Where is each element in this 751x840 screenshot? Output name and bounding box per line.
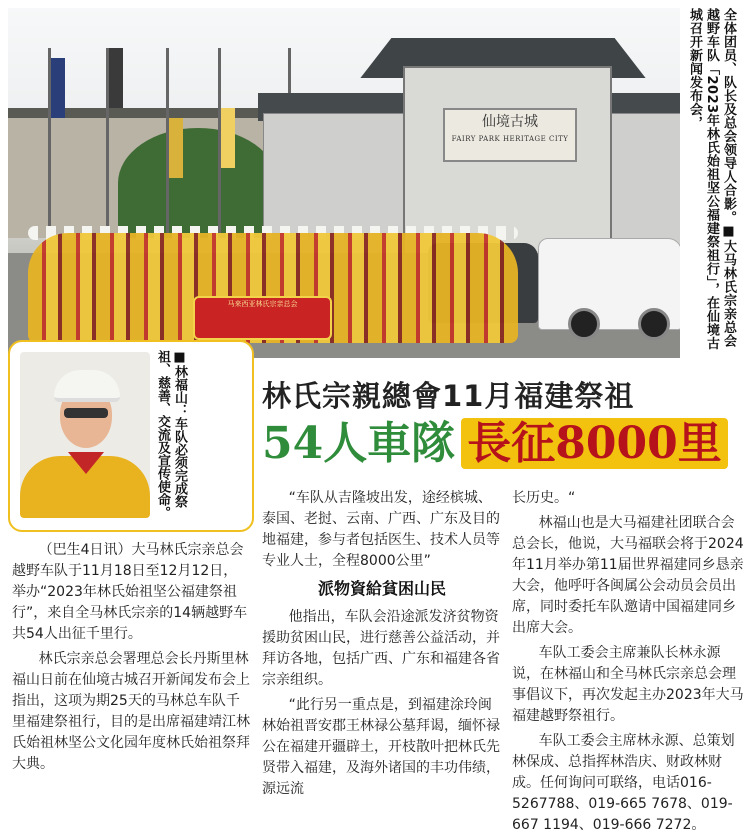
inset-box [8, 340, 254, 532]
article-paragraph: 林氏宗亲总会署理总会长丹斯里林福山日前在仙境古城召开新闻发布会上指出，这项为期25天的马林总车队千里福建祭祖行，目的是出席福建靖江林氏始祖林坚公文化园年度林氏始祖祭拜大典。 [12, 651, 250, 772]
portrait-cap [54, 370, 120, 402]
flag [109, 48, 123, 108]
inset-quote-column [154, 350, 246, 522]
photo-banner-text: 马来西亚林氏宗亲总会 [227, 300, 298, 308]
article-subheading: 派物資給貧困山民 [317, 579, 446, 598]
article-column-3 [512, 488, 744, 840]
headline-main-plain: 54人車隊 [262, 418, 456, 469]
photo-caption: 全体团员、队长及总会领导人合影。■大马林氏宗亲总会越野车队「2023年林氏始祖坚公福建祭祖行」，在仙境古城召开新闻发布会， [687, 8, 736, 351]
article-paragraph: “此行另一重点是，到福建涂玲闽林始祖晋安郡王林禄公墓拜谒，缅怀禄公在福建开疆辟土，开枝散叶把林氏先贤带入福建，及海外诸国的丰功伟绩，源远流 [262, 697, 500, 797]
article-continuation: 长历史。“ [512, 490, 576, 506]
group-photo [8, 8, 680, 358]
photo-trees [118, 128, 278, 238]
inset-quote: ■林福山：车队必须完成祭祖、慈善、交流及宣传使命。 [155, 350, 187, 519]
headline-main [262, 412, 728, 480]
photo-car-wheel [638, 308, 670, 340]
headline-kicker: 林氏宗親總會11月福建祭祖 [262, 379, 635, 413]
article-paragraph: （巴生4日讯）大马林氏宗亲总会越野车队于11月18日至12月12日，举办“2023年林氏始祖坚公福建祭祖行”，来自全马林氏宗亲的14辆越野车共54人出征千里行。 [12, 542, 248, 642]
article-paragraph: 车队工委会主席兼队长林永源说，在林福山和全马林氏宗亲总会理事倡议下，再次发起主办2023年大马福建越野祭祖行。 [512, 645, 744, 724]
portrait-glasses [64, 408, 108, 418]
article-column-1 [12, 540, 250, 779]
gate-sign-cn: 仙境古城 [482, 114, 538, 130]
photo-caption-column [686, 8, 746, 358]
article-quote-paragraph: “车队从吉隆坡出发，途经槟城、泰国、老挝、云南、广西、广东及目的地福建，参与者包括医生、技术人员等专业人士，全程8000公里” [262, 490, 500, 569]
flag [169, 118, 183, 178]
article-paragraph: 车队工委会主席林永源、总策划林保成、总指挥林浩庆、财政林财成。任何询问可联络，电话016-5267788、019-665 7678、019-667 1194、019-666 7272。 [512, 733, 735, 833]
headline-main-boxed: 長征8000里 [461, 418, 727, 469]
portrait-photo [20, 352, 150, 518]
gate-sign-en: FAIRY PARK HERITAGE CITY [451, 135, 569, 143]
article-paragraph: 林福山也是大马福建社团联合会总会长，他说，大马福联会将于2024年11月举办第11届世界福建同乡恳亲大会，他呼吁各闽属公会动员会员出席，同时委托车队邀请中国福建同乡出席大会。 [512, 515, 744, 636]
flag [51, 58, 65, 118]
flag [221, 108, 235, 168]
photo-banner [193, 296, 332, 340]
article-column-2 [262, 488, 502, 804]
photo-car-wheel [568, 308, 600, 340]
gate-sign [443, 108, 577, 162]
article-paragraph: 他指出，车队会沿途派发济贫物资援助贫困山民，进行慈善公益活动，并拜访各地，包括广西、广东和福建各省宗亲组织。 [262, 609, 500, 688]
